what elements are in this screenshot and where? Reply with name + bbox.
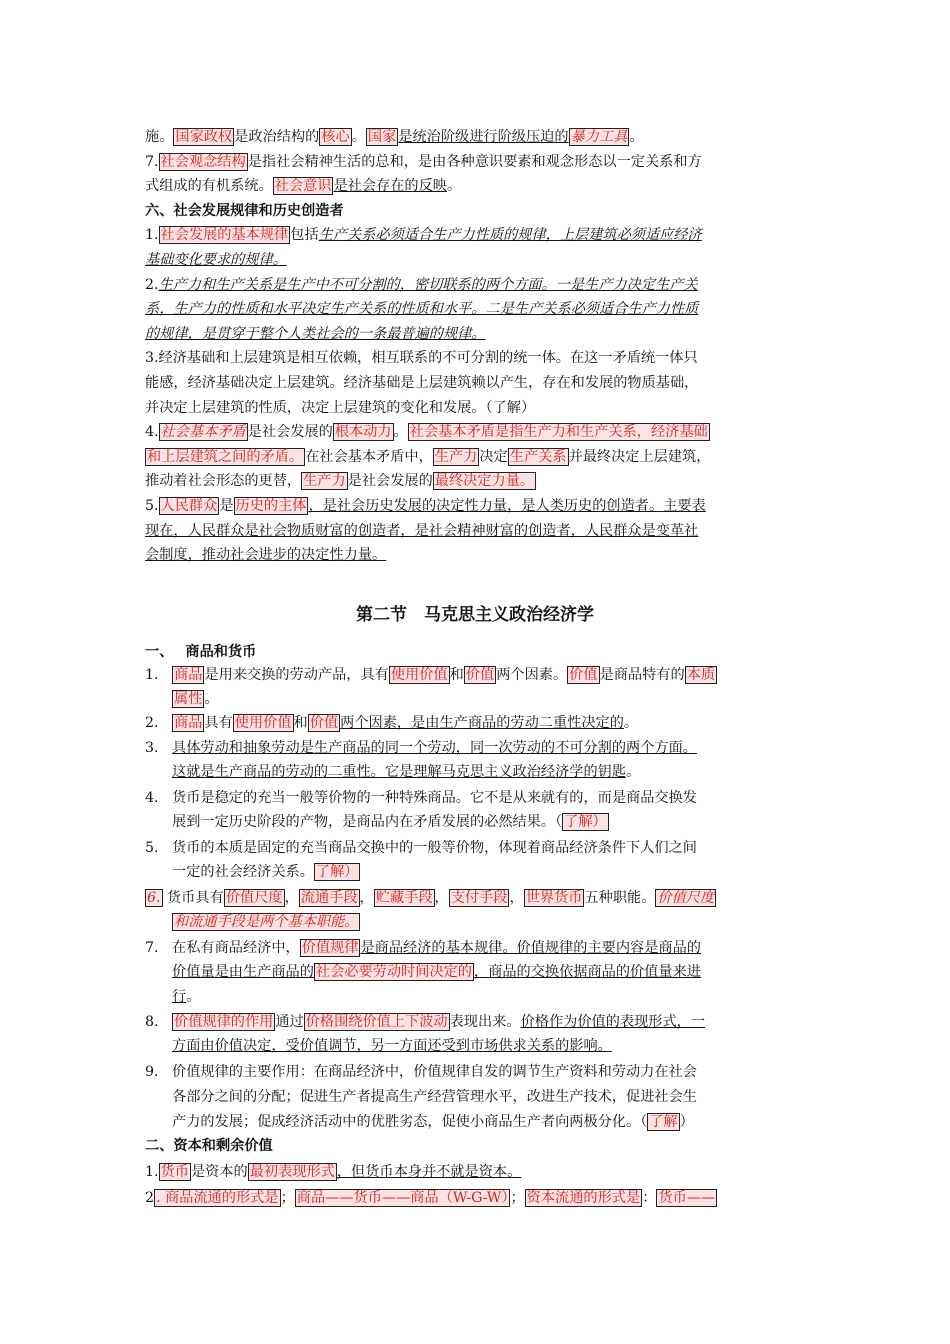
text-segment: 2. (145, 715, 159, 731)
text-segment: 3. (145, 740, 159, 756)
highlighted-term: 商品——货币——商品（W-G-W） (296, 1190, 509, 1206)
text-line (145, 810, 810, 835)
text-line (145, 445, 810, 470)
text-line (145, 1060, 810, 1085)
highlighted-term: 商品 (174, 667, 203, 683)
highlighted-term: 核心 (321, 129, 350, 145)
text-line (145, 760, 810, 785)
highlighted-term: 货币 (160, 1164, 189, 1180)
highlighted-term: 了解） (564, 814, 607, 830)
text-segment: 是 (219, 498, 234, 514)
text-segment: 1. (145, 1164, 159, 1180)
text-segment: 货币具有 (162, 890, 224, 906)
text-segment: 2. (145, 276, 159, 293)
highlighted-term: 价值 (309, 715, 339, 731)
text-segment: 一定的社会经济关系。 (172, 864, 314, 880)
text-line (145, 248, 810, 273)
text-line (145, 640, 810, 665)
text-segment: 六、社会发展规律和历史创造者 (145, 202, 344, 219)
text-segment: 系，生产力的性质和水平决定生产关系的性质和水平。二是生产关系必须适合生产力性质 (145, 301, 699, 318)
text-segment: ， (434, 890, 449, 906)
text-segment: 9. (145, 1064, 159, 1080)
text-segment: 包括 (290, 227, 319, 244)
text-segment: 两个因素，是由生产商品的劳动二重性决定的 (340, 715, 624, 731)
highlighted-term: 暴力工具 (570, 129, 628, 145)
text-segment: 在私有商品经济中， (172, 940, 300, 956)
text-segment: 和 (293, 715, 308, 731)
text-segment: 施。 (145, 129, 174, 145)
text-segment: 4. (145, 424, 159, 441)
highlighted-term: 价值尺度 (657, 890, 715, 906)
highlighted-term: 价值 (465, 667, 495, 683)
text-segment: 生产关系必须适合生产力性质的规律，上层建筑必须适应经济 (318, 227, 702, 244)
text-segment: 。 (626, 764, 641, 780)
text-line (145, 174, 810, 199)
text-line (145, 322, 810, 347)
text-line (145, 1186, 810, 1211)
highlighted-term: 价值规律的作用 (174, 1014, 274, 1030)
highlighted-term: 历史的主体 (235, 498, 307, 514)
highlighted-term: 生产关系 (509, 448, 567, 465)
text-line (145, 663, 810, 688)
text-segment: ，商品的交换依据商品的价值量来进 (473, 964, 701, 980)
text-segment: 并最终决定上层建筑， (568, 448, 711, 465)
highlighted-term: 价值 (569, 667, 598, 683)
text-segment: 。 (446, 178, 462, 195)
highlighted-term: 最初表现形式 (249, 1164, 335, 1180)
text-line (145, 1134, 810, 1159)
text-segment: 。 (186, 989, 201, 1005)
text-line (145, 1085, 810, 1110)
text-segment: 是政治结构的 (234, 129, 320, 145)
highlighted-term: 生产力 (434, 448, 478, 465)
text-line (145, 711, 810, 736)
highlighted-term: 支付手段 (450, 890, 508, 906)
text-line (145, 125, 810, 150)
text-segment: 是用来交换的劳动产品，具有 (204, 667, 389, 683)
text-line (145, 1160, 810, 1185)
text-segment: 。价值规律的主要内容是商品的 (502, 940, 701, 956)
text-segment: 这就是生产商品的劳动的二重性。它是理解马克思主义政治经济学的钥匙 (172, 764, 627, 780)
text-line (145, 836, 810, 861)
text-line (145, 687, 810, 712)
highlighted-term: 价格围绕价值上下波动 (305, 1014, 448, 1030)
text-segment: 方面由价值决定，受价值调节，另一方面还受到市场供求关系的影响。 (172, 1038, 612, 1054)
text-line (145, 371, 810, 396)
text-segment: 8. (145, 1014, 159, 1030)
text-segment: 是商品经济的基本规律 (360, 940, 503, 956)
text-segment: 具有 (204, 715, 233, 731)
text-segment: 现在，人民群众是社会物质财富的创造者，是社会精神财富的创造者，人民群众是变革社 (145, 522, 699, 539)
highlighted-term: 和流通手段是两个基本职能。 (174, 914, 359, 930)
text-line (145, 543, 810, 568)
text-segment: 并决定上层建筑的性质，决定上层建筑的变化和发展。（了解） (145, 399, 536, 416)
text-segment: ； (280, 1190, 295, 1206)
highlighted-term: . 商品流通的形式是 (156, 1190, 279, 1206)
text-line (145, 1034, 810, 1059)
text-segment: 会制度，推动社会进步的决定性力量。 (145, 547, 387, 564)
text-segment: 的规律，是贯穿于整个人类社会的一条最普遍的规律。 (145, 325, 486, 342)
text-segment: 在社会基本矛盾中， (305, 448, 433, 465)
text-segment: 是统治阶级进行阶级压迫的 (398, 129, 569, 145)
highlighted-term: 价值规律 (301, 940, 359, 956)
text-segment: 。 (393, 424, 408, 441)
text-segment: 。 (623, 715, 639, 731)
highlighted-term: 了解 (649, 1114, 678, 1130)
text-segment: 货币是稳定的充当一般等价物的一种特殊商品。它不是从来就有的，而是商品交换发 (172, 790, 697, 806)
text-line (145, 150, 810, 175)
text-segment: 价值量是由生产商品的 (172, 964, 314, 980)
highlighted-term: 资本流通的形式是 (526, 1190, 641, 1206)
highlighted-term: 人民群众 (160, 498, 218, 514)
text-segment: 是社会发展的 (347, 473, 433, 490)
text-segment: 式组成的有机系统。 (145, 178, 273, 195)
text-segment: ，是社会历史发展的决定性力量，是人类历史的创造者。 (308, 498, 664, 514)
highlighted-term: 社会必要劳动时间决定的 (315, 964, 472, 980)
text-segment: 7. (145, 940, 159, 956)
text-segment: 各部分之间的分配；促进生产者提高生产经营管理水平，改进生产技术，促进社会生 (172, 1089, 697, 1105)
text-segment: 。 (204, 691, 219, 707)
text-line (145, 273, 810, 298)
highlighted-term: 生产力 (303, 473, 346, 490)
highlighted-term: 了解） (315, 864, 359, 880)
text-segment: 是资本的 (190, 1164, 248, 1180)
text-segment: 。 (629, 129, 644, 145)
highlighted-term: 社会发展的基本规律 (160, 227, 289, 244)
text-segment: ，但货币本身并不就是资本。 (336, 1164, 522, 1180)
text-segment: 4. (145, 790, 159, 806)
section-title: 第二节 马克思主义政治经济学 (356, 605, 594, 625)
text-line (145, 960, 810, 985)
text-segment: 具体劳动和抽象劳动是生产商品的同一个劳动，同一次劳动的不可分割的两个方面。 (172, 740, 697, 756)
text-segment: 行 (172, 989, 187, 1005)
text-segment: 5. (145, 840, 159, 856)
text-segment: 一、 商品和货币 (145, 644, 257, 660)
text-segment: 生产力和生产关系是生产中不可分割的，密切联系的两个方面。一是生产力决定生产关 (158, 276, 698, 293)
text-segment: 7. (145, 153, 159, 170)
highlighted-term: 使用价值 (390, 667, 448, 683)
text-segment: 展到一定历史阶段的产物，是商品内在矛盾发展的必然结果。（ (172, 814, 563, 830)
highlighted-term: 使用价值 (234, 715, 292, 731)
highlighted-term: 商品 (174, 715, 203, 731)
highlighted-term: 社会基本矛盾 (160, 424, 246, 441)
highlighted-term: 社会观念结构 (160, 153, 246, 170)
text-segment: 和 (449, 667, 464, 683)
text-segment: 五种职能。 (584, 890, 656, 906)
text-segment: 是指社会精神生活的总和，是由各种意识要素和观念形态以一定关系和方 (247, 153, 702, 170)
text-segment: 决定 (479, 448, 508, 465)
highlighted-term: 最终决定力量。 (434, 473, 535, 490)
text-segment: ， (509, 890, 524, 906)
text-segment: 两个因素。 (496, 667, 568, 683)
highlighted-term: 和上层建筑之间的矛盾。 (147, 448, 304, 465)
highlighted-term: 本质 (686, 667, 716, 683)
text-line (145, 886, 810, 911)
text-segment: 表现出来。 (449, 1014, 521, 1030)
text-segment: ， (359, 890, 374, 906)
text-segment: 价值规律的主要作用：在商品经济中，价值规律自发的调节生产资料和劳动力在社会 (172, 1064, 697, 1080)
text-line (145, 936, 810, 961)
text-segment: 能感，经济基础决定上层建筑。经济基础是上层建筑赖以产生，存在和发展的物质基础， (145, 375, 699, 391)
text-segment: 是商品特有的 (599, 667, 685, 683)
highlighted-term: 国家 (367, 129, 397, 145)
text-line (145, 346, 810, 371)
text-line (145, 985, 810, 1010)
text-segment: ， (284, 890, 299, 906)
text-line (145, 396, 810, 421)
text-segment: 基础变化要求的规律。 (145, 252, 287, 268)
text-segment: 推动着社会形态的更替， (145, 473, 302, 490)
text-segment: 产力的发展；促成经济活动中的优胜劣态，促使小商品生产者向两极分化。（ (172, 1114, 648, 1130)
text-line (145, 1110, 810, 1135)
highlighted-term: 属性 (174, 691, 203, 707)
text-segment: 货币的本质是固定的充当商品交换中的一般等价物，体现着商品经济条件下人们之间 (172, 840, 697, 856)
text-segment: 二、资本和剩余价值 (145, 1138, 273, 1154)
text-line (145, 860, 810, 885)
text-segment: ； (510, 1190, 525, 1206)
text-line (145, 199, 810, 224)
text-line (145, 910, 810, 935)
highlighted-term: 贮藏手段 (375, 890, 433, 906)
highlighted-term: 流通手段 (300, 890, 358, 906)
text-segment: 是社会发展的 (247, 424, 333, 441)
text-line (145, 297, 810, 322)
text-segment: 是社会存在的反映 (333, 178, 447, 195)
text-segment: 。 (351, 129, 366, 145)
highlighted-term: 社会意识 (274, 178, 332, 195)
text-segment: ） (679, 1114, 694, 1130)
text-line (145, 494, 810, 519)
text-line (145, 736, 810, 761)
text-segment: 5. (145, 498, 159, 514)
text-segment: 价格作为价值的表现形式，一 (520, 1014, 706, 1030)
text-segment: 3.经济基础和上层建筑是相互依赖，相互联系的不可分割的统一体。在这一矛盾统一体只 (145, 350, 698, 367)
text-segment: 通过 (275, 1014, 304, 1030)
text-segment: 1. (145, 667, 159, 683)
text-segment: ： (642, 1190, 657, 1206)
highlighted-term: 价值尺度 (225, 890, 283, 906)
text-segment: 2 (145, 1190, 155, 1206)
text-line (145, 223, 810, 248)
text-line (145, 519, 810, 544)
highlighted-term: 根本动力 (334, 424, 392, 441)
text-line (145, 469, 810, 494)
highlighted-term: 社会基本矛盾是指生产力和生产关系，经济基础 (409, 424, 708, 441)
text-line (145, 1010, 810, 1035)
text-line (145, 420, 810, 445)
highlighted-term: 货币—— (658, 1190, 716, 1206)
highlighted-term: 国家政权 (175, 129, 233, 145)
text-line (145, 786, 810, 811)
highlighted-term: 6. (147, 890, 161, 906)
highlighted-term: 世界货币 (525, 890, 583, 906)
text-segment: 主要表 (663, 498, 706, 514)
text-segment: 1. (145, 227, 159, 244)
